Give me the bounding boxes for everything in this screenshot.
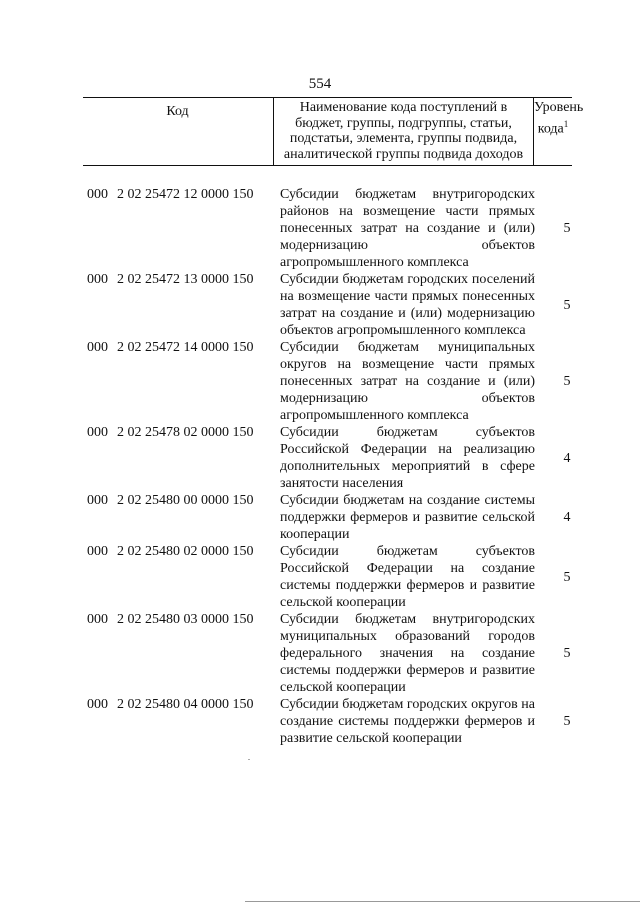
row-prefix: 000 (87, 272, 108, 287)
scan-speck (248, 759, 250, 760)
header-level (534, 100, 584, 138)
row-code: 2 02 25480 03 0000 150 (117, 612, 254, 627)
row-code: 2 02 25472 14 0000 150 (117, 340, 254, 355)
table-body (0, 186, 640, 747)
row-level: 4 (563, 450, 571, 466)
table-row (0, 611, 640, 696)
table-row (0, 543, 640, 611)
row-level: 5 (563, 646, 571, 661)
table-row (0, 339, 640, 424)
row-level: 4 (563, 510, 571, 525)
row-name: Субсидии бюджетам субъектов Российской Федерации на реализацию дополнительных мероприятий в сфере занятости населения (280, 425, 535, 491)
row-prefix: 000 (87, 612, 108, 627)
row-level: 5 (563, 714, 571, 729)
row-name: Субсидии бюджетам муниципальных округов на возмещение части прямых понесенных затрат на создание и (или) модернизацию объектов агропромышленного комплекса (280, 340, 535, 423)
table-row (0, 271, 640, 339)
row-name: Субсидии бюджетам внутригородских районов на возмещение части прямых понесенных затрат на создание и (или) модернизацию объектов агропромышленного комплекса (280, 187, 535, 270)
row-prefix: 000 (87, 493, 108, 508)
header-name: Наименование кода поступлений в бюджет, группы, подгруппы, статьи, подстатьи, элемента, группы подвида, аналитической группы подвида доходов (283, 100, 524, 162)
row-code: 2 02 25480 02 0000 150 (117, 544, 254, 559)
row-name: Субсидии бюджетам субъектов Российской Федерации на создание системы поддержки фермеров и развитие сельской кооперации (280, 544, 535, 610)
scan-edge-line (245, 901, 640, 902)
table-row (0, 424, 640, 492)
table-row (0, 696, 640, 747)
row-level: 5 (563, 221, 571, 236)
row-name: Субсидии бюджетам городских поселений на возмещение части прямых понесенных затрат на создание и (или) модернизацию объектов агропромышленного комплекса (280, 272, 535, 338)
row-name: Субсидии бюджетам городских округов на создание системы поддержки фермеров и развитие сельской кооперации (280, 697, 535, 746)
row-prefix: 000 (87, 340, 108, 355)
page-number: 554 (308, 76, 332, 92)
table-header (83, 97, 584, 166)
row-name: Субсидии бюджетам внутригородских муниципальных образований городов федерального значения на создание системы поддержки фермеров и развитие сельской кооперации (280, 612, 535, 695)
header-code: Код (166, 104, 189, 119)
table-row (0, 186, 640, 271)
row-code: 2 02 25480 04 0000 150 (117, 697, 254, 712)
row-code: 2 02 25472 12 0000 150 (117, 187, 254, 202)
row-code: 2 02 25472 13 0000 150 (117, 272, 254, 287)
header-level-footnote: 1 (563, 119, 569, 129)
row-prefix: 000 (87, 425, 108, 440)
row-code: 2 02 25478 02 0000 150 (117, 425, 254, 440)
row-code: 2 02 25480 00 0000 150 (117, 493, 254, 508)
row-level: 5 (563, 374, 571, 389)
row-level: 5 (563, 569, 571, 585)
row-prefix: 000 (87, 697, 108, 712)
row-level: 5 (563, 297, 571, 313)
row-name: Субсидии бюджетам на создание системы поддержки фермеров и развитие сельской кооперации (280, 493, 535, 542)
row-prefix: 000 (87, 187, 108, 202)
row-prefix: 000 (87, 544, 108, 559)
header-level-label: Уровень кода (534, 100, 584, 137)
table-row (0, 492, 640, 543)
